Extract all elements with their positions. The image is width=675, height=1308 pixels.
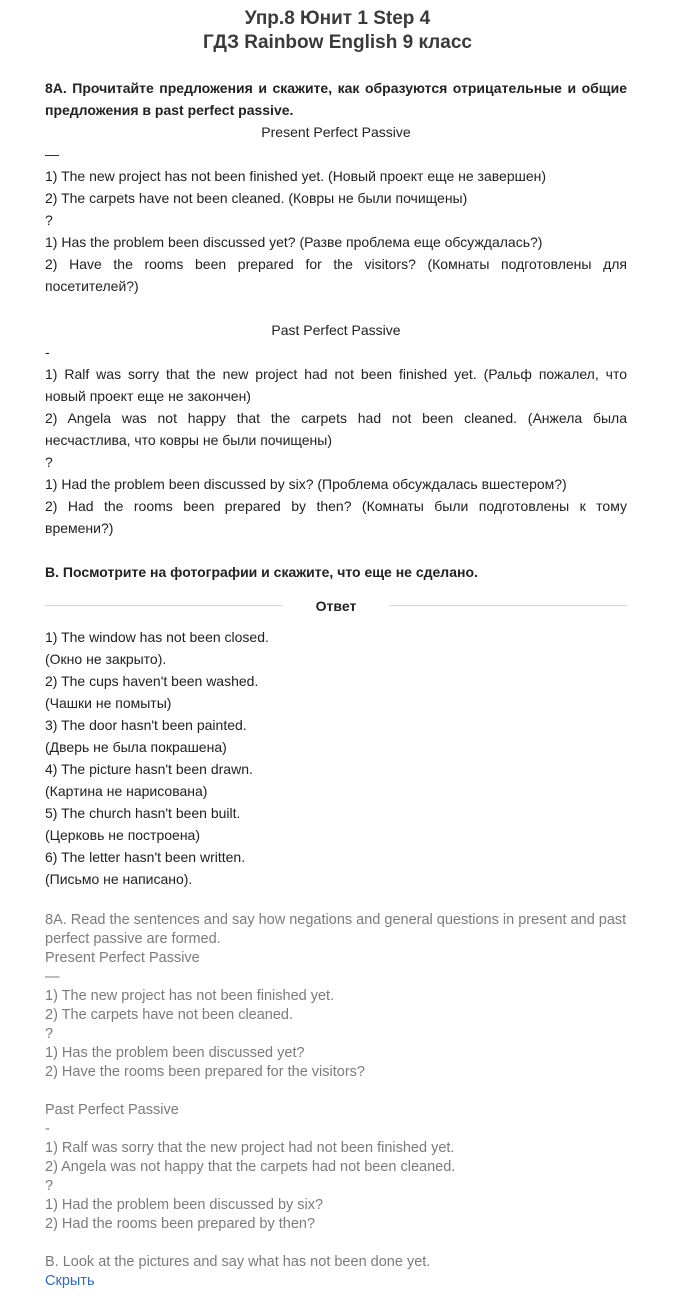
translation-line: 1) Has the problem been discussed yet? [45, 1045, 305, 1061]
present-heading: Present Perfect Passive [261, 124, 411, 140]
divider-line-right [390, 605, 627, 606]
answer-line: 5) The church hasn't been built. [45, 805, 241, 821]
answer-label: Ответ [315, 598, 357, 614]
present-q-1: 1) Has the problem been discussed yet? (Разве проблема еще обсуждалась?) [45, 234, 543, 250]
present-q-2: 2) Have the rooms been prepared for the visitors? (Комнаты подготовлены для [45, 256, 627, 272]
present-neg-marker: — [45, 146, 59, 162]
translation-marker: - [45, 1121, 50, 1137]
translation-past-heading: Past Perfect Passive [45, 1102, 179, 1118]
answer-list [45, 626, 627, 890]
past-heading: Past Perfect Passive [271, 322, 401, 338]
translation-line: 2) Angela was not happy that the carpets had not been cleaned. [45, 1159, 456, 1175]
answer-line: 4) The picture hasn't been drawn. [45, 761, 253, 777]
translation-line: 1) Had the problem been discussed by six? [45, 1197, 324, 1213]
past-q-marker: ? [45, 454, 53, 470]
past-q-2: 2) Had the rooms been prepared by then? (Комнаты были подготовлены к тому [45, 498, 627, 514]
present-neg-1: 1) The new project has not been finished yet. (Новый проект еще не завершен) [45, 168, 547, 184]
hide-link[interactable]: Скрыть [45, 1273, 95, 1289]
past-neg-marker: - [45, 344, 50, 360]
translation-line: 2) The carpets have not been cleaned. [45, 1007, 294, 1023]
past-neg-2-cont: несчастлива, что ковры не были почищены) [45, 432, 332, 448]
answer-line: (Письмо не написано). [45, 871, 193, 887]
translation-present-heading: Present Perfect Passive [45, 950, 200, 966]
page-title: Упр.8 Юнит 1 Step 4 [244, 8, 431, 29]
answer-line: (Чашки не помыты) [45, 695, 172, 711]
answer-line: 1) The window has not been closed. [45, 629, 269, 645]
answer-line: 3) The door hasn't been painted. [45, 717, 247, 733]
translation-line: 2) Have the rooms been prepared for the visitors? [45, 1064, 365, 1080]
answer-line: (Окно не закрыто). [45, 651, 167, 667]
translation-line: 2) Had the rooms been prepared by then? [45, 1216, 316, 1232]
translation-marker: ? [45, 1026, 54, 1042]
task-a-section [45, 77, 627, 539]
translation-line: 8A. Read the sentences and say how negations and general questions in present and past [45, 912, 627, 928]
answer-line: 2) The cups haven't been washed. [45, 673, 259, 689]
translation-block [45, 911, 645, 1291]
translation-task-b: B. Look at the pictures and say what has not been done yet. [45, 1254, 431, 1270]
page-subtitle: ГДЗ Rainbow English 9 класс [203, 32, 472, 53]
answer-divider [45, 596, 627, 616]
translation-line: 1) Ralf was sorry that the new project had not been finished yet. [45, 1140, 455, 1156]
answer-line: 6) The letter hasn't been written. [45, 849, 246, 865]
answer-line: (Картина не нарисована) [45, 783, 208, 799]
past-q-1: 1) Had the problem been discussed by six? (Проблема обсуждалась вшестером?) [45, 476, 567, 492]
answer-line: (Церковь не построена) [45, 827, 201, 843]
task-b-instruction: B. Посмотрите на фотографии и скажите, что еще не сделано. [45, 564, 478, 580]
present-q-2-cont: посетителей?) [45, 278, 139, 294]
translation-line: perfect passive are formed. [45, 931, 221, 947]
present-neg-2: 2) The carpets have not been cleaned. (Ковры не были почищены) [45, 190, 468, 206]
past-neg-2: 2) Angela was not happy that the carpets had not been cleaned. (Анжела была [45, 410, 627, 426]
answer-line: (Дверь не была покрашена) [45, 739, 227, 755]
task-a-instruction: 8A. Прочитайте предложения и скажите, как образуются отрицательные и общие [45, 80, 627, 96]
translation-marker: ? [45, 1178, 54, 1194]
past-q-2-cont: времени?) [45, 520, 114, 536]
past-neg-1-cont: новый проект еще не закончен) [45, 388, 251, 404]
past-neg-1: 1) Ralf was sorry that the new project had not been finished yet. (Ральф пожалел, что [45, 366, 627, 382]
task-b-section [45, 561, 627, 583]
translation-marker: — [45, 969, 60, 985]
present-q-marker: ? [45, 212, 53, 228]
translation-line: 1) The new project has not been finished yet. [45, 988, 335, 1004]
task-a-instruction-cont: предложения в past perfect passive. [45, 102, 294, 118]
